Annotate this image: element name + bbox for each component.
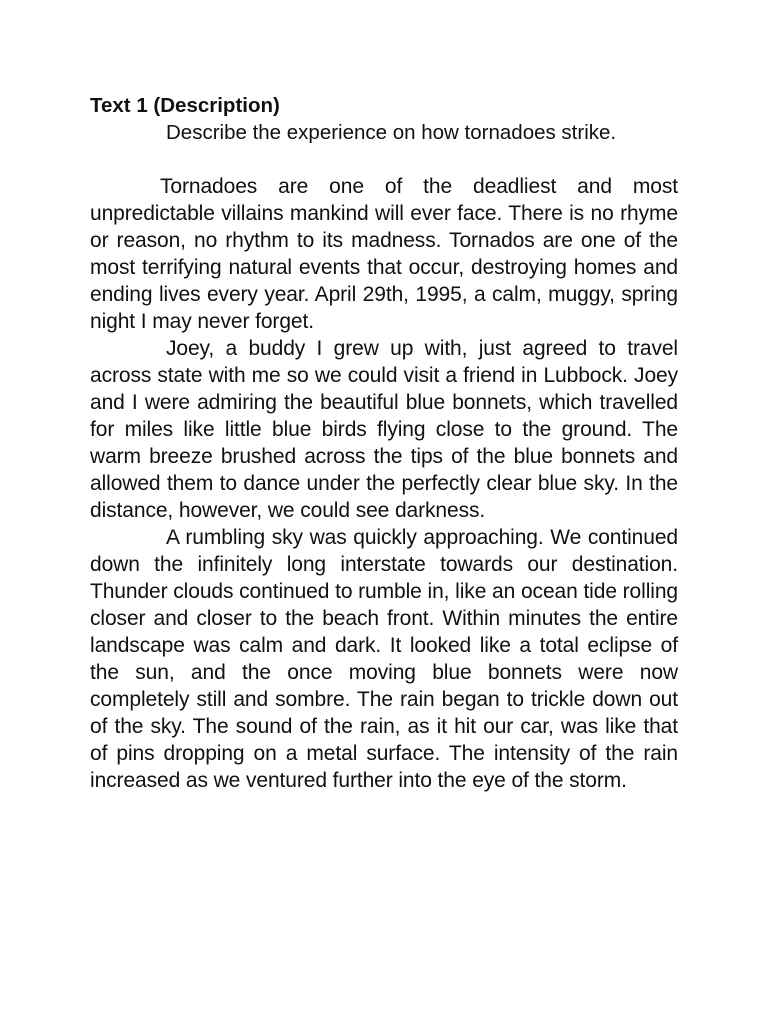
- document-page: [90, 92, 678, 794]
- paragraph-3: A rumbling sky was quickly approaching. We continued down the infinitely long interstate towards our destination. Thunder clouds continued to rumble in, like an ocean tide rolling closer and closer to the beach front. Within minutes the entire landscape was calm and dark. It looked like a total eclipse of the sun, and the once moving blue bonnets were now completely still and sombre. The rain began to trickle down out of the sky. The sound of the rain, as it hit our car, was like that of pins dropping on a metal surface. The intensity of the rain increased as we ventured further into the eye of the storm.: [90, 526, 678, 792]
- document-prompt: Describe the experience on how tornadoes strike.: [166, 121, 617, 144]
- document-title: Text 1 (Description): [90, 94, 280, 117]
- paragraph-spacer: [90, 146, 678, 173]
- paragraph-2: Joey, a buddy I grew up with, just agreed to travel across state with me so we could visit a friend in Lubbock. Joey and I were admiring the beautiful blue bonnets, which travelled for miles like little blue birds flying close to the ground. The warm breeze brushed across the tips of the blue bonnets and allowed them to dance under the perfectly clear blue sky. In the distance, however, we could see darkness.: [90, 337, 678, 522]
- paragraph-1: Tornadoes are one of the deadliest and most unpredictable villains mankind will ever face. There is no rhyme or reason, no rhythm to its madness. Tornados are one of the most terrifying natural events that occur, destroying homes and ending lives every year. April 29th, 1995, a calm, muggy, spring night I may never forget.: [90, 175, 678, 333]
